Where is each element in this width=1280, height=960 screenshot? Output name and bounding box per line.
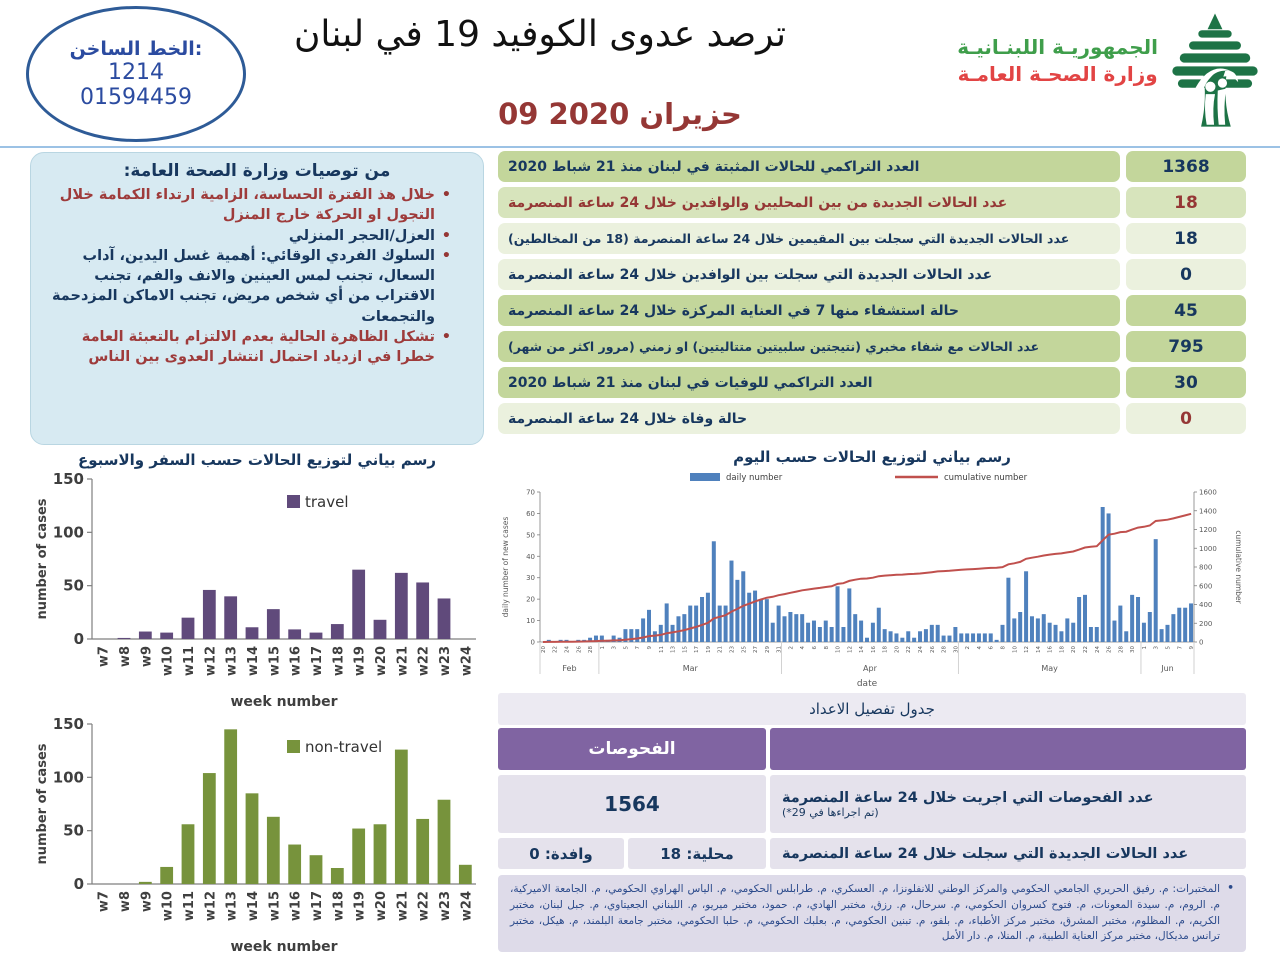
svg-text:w13: w13 xyxy=(224,891,240,922)
svg-text:24: 24 xyxy=(918,646,925,653)
svg-text:28: 28 xyxy=(941,646,948,653)
svg-text:w20: w20 xyxy=(374,646,389,677)
svg-text:16: 16 xyxy=(1047,646,1054,653)
svg-text:0: 0 xyxy=(530,638,535,647)
recommendation-item-4: • تشكل الظاهرة الحالية بعدم الالتزام بالتعبئة العامة خطرا في ازدياد احتمال انتشار العدوى بين الناس xyxy=(49,327,451,368)
hotline-oval xyxy=(26,6,246,142)
tests-header-empty-cell xyxy=(770,728,1246,770)
svg-text:w12: w12 xyxy=(203,891,219,922)
svg-text:Feb: Feb xyxy=(562,664,577,673)
svg-text:w15: w15 xyxy=(267,646,283,677)
svg-text:w14: w14 xyxy=(246,891,261,922)
svg-text:w17: w17 xyxy=(310,646,325,677)
svg-text:w18: w18 xyxy=(331,646,347,677)
svg-text:w24: w24 xyxy=(459,891,475,922)
svg-text:w12: w12 xyxy=(203,646,219,677)
svg-text:14: 14 xyxy=(1035,646,1042,653)
svg-text:8: 8 xyxy=(823,646,830,650)
svg-text:6: 6 xyxy=(811,646,818,650)
stat-row-8 xyxy=(498,403,1246,434)
local-cases-value: محلية: 18 xyxy=(628,838,766,869)
svg-text:25: 25 xyxy=(741,646,748,653)
legend xyxy=(287,738,382,756)
svg-text:Apr: Apr xyxy=(863,664,877,673)
stat-value: 30 xyxy=(1126,367,1246,398)
svg-text:travel: travel xyxy=(305,493,349,511)
new-cases-label: عدد الحالات الجديدة التي سجلت خلال 24 ساعة المنصرمة xyxy=(770,838,1246,869)
recommendations-title: من توصيات وزارة الصحة العامة: xyxy=(123,161,391,181)
svg-text:24: 24 xyxy=(1094,646,1101,653)
svg-text:w14: w14 xyxy=(246,646,261,677)
svg-text:w7: w7 xyxy=(96,891,112,913)
stat-row-7 xyxy=(498,367,1246,398)
stat-label: العدد التراكمي للحالات المثبتة في لبنان منذ 21 شباط 2020 xyxy=(498,151,1120,182)
hotline-number-short: 1214 xyxy=(108,60,164,85)
svg-text:9: 9 xyxy=(647,646,653,650)
svg-text:22: 22 xyxy=(552,646,559,653)
svg-text:20: 20 xyxy=(540,646,547,653)
svg-text:18: 18 xyxy=(882,646,889,653)
svg-text:50: 50 xyxy=(63,576,84,595)
stat-value: 795 xyxy=(1126,331,1246,362)
travel-bars xyxy=(118,570,451,639)
svg-text:5: 5 xyxy=(623,646,630,650)
svg-text:22: 22 xyxy=(906,646,913,653)
ministry-block xyxy=(957,10,1266,132)
stat-label: حالة استشفاء منها 7 في العناية المركزة خلال 24 ساعة المنصرمة xyxy=(498,295,1120,326)
svg-text:22: 22 xyxy=(1083,646,1089,653)
category-labels xyxy=(97,891,475,921)
svg-text:600: 600 xyxy=(1199,582,1213,591)
stat-label: العدد التراكمي للوفيات في لبنان منذ 21 شباط 2020 xyxy=(498,367,1120,398)
svg-text:0: 0 xyxy=(73,875,84,893)
stat-row-2 xyxy=(498,187,1246,218)
svg-text:10: 10 xyxy=(1012,646,1019,653)
svg-text:w24: w24 xyxy=(459,646,475,677)
category-labels xyxy=(97,646,475,676)
svg-text:17: 17 xyxy=(694,646,701,653)
travel-bar-chart xyxy=(32,469,482,712)
tests-count-label-cell xyxy=(770,775,1246,833)
svg-text:12: 12 xyxy=(1024,646,1031,653)
svg-text:w10: w10 xyxy=(160,646,176,677)
svg-text:1000: 1000 xyxy=(1199,544,1217,553)
stat-value: 0 xyxy=(1126,259,1246,290)
svg-text:15: 15 xyxy=(682,646,689,653)
labs-footnote: • المختبرات: م. رفيق الحريري الجامعي الحكومي والمركز الوطني للانفلونزا، م. العسكري، م. طرابلس الحكومي، م. الياس الهراوي الحكومي، م. الجامعة الاميركية، م. الروم، م. سيدة المعونات، م. فتوح كسروان الحكومي، م. سرحال، م. رزق، مختبر الهادي، م. حمود، مختبر ميريو، م. اللبناني الجعيتاوي، م. جبل لبنان، مختبر الكريم، م. المظلوم، مختبر المشرق، مختبر مركز الأطباء، م. بلفو، م. تبنين الحكومي، م. بعلبك الحكومي، م. حلبا الحكومي، مختبر جامعة البلمند، م. هيكل، مختبر ترانس مديكال، مختبر مركز العناية الطبية، م. المنلا، م. دار الأمل xyxy=(498,875,1246,952)
svg-text:1400: 1400 xyxy=(1199,507,1217,516)
svg-text:200: 200 xyxy=(1199,619,1213,628)
recommendation-item-2: • العزل/الحجر المنزلي xyxy=(49,226,451,246)
svg-text:w22: w22 xyxy=(416,646,432,677)
report-date: 09 حزيران 2020 xyxy=(498,97,742,131)
svg-text:w11: w11 xyxy=(182,891,197,922)
svg-text:2: 2 xyxy=(965,646,972,650)
svg-text:7: 7 xyxy=(1177,646,1184,650)
tests-count-row xyxy=(498,775,1246,833)
svg-text:w23: w23 xyxy=(438,646,453,677)
svg-text:50: 50 xyxy=(63,821,84,840)
svg-text:0: 0 xyxy=(73,630,84,648)
svg-text:May: May xyxy=(1041,664,1058,673)
svg-text:20: 20 xyxy=(1071,646,1078,653)
svg-text:16: 16 xyxy=(870,646,877,653)
stat-row-1 xyxy=(498,151,1246,182)
y-axis-label: number of cases xyxy=(35,743,50,865)
day-labels xyxy=(541,646,1195,654)
svg-text:27: 27 xyxy=(753,646,760,653)
svg-text:60: 60 xyxy=(526,509,535,518)
svg-text:0: 0 xyxy=(1199,638,1204,647)
svg-text:8: 8 xyxy=(1000,646,1007,650)
svg-text:21: 21 xyxy=(717,646,724,653)
stats-table xyxy=(498,151,1246,439)
stat-value: 45 xyxy=(1126,295,1246,326)
svg-text:11: 11 xyxy=(658,646,665,653)
svg-text:w18: w18 xyxy=(331,891,347,922)
x-axis-label: week number xyxy=(230,694,338,710)
svg-text:w9: w9 xyxy=(139,646,155,668)
svg-text:26: 26 xyxy=(929,646,936,653)
svg-text:w17: w17 xyxy=(310,891,325,922)
svg-text:28: 28 xyxy=(588,646,595,653)
svg-text:w19: w19 xyxy=(352,646,368,677)
svg-text:w8: w8 xyxy=(118,891,133,913)
svg-text:40: 40 xyxy=(526,552,535,561)
tests-count-sublabel: (تم اجراءها في 29*) xyxy=(782,805,879,819)
stat-label: عدد الحالات مع شفاء مخبري (نتيجتين سلبيتين متتاليتين) او زمني (مرور اكثر من شهر) xyxy=(498,331,1120,362)
svg-text:cumulative number: cumulative number xyxy=(944,473,1028,483)
right-axis-label: cumulative number xyxy=(1234,530,1243,604)
left-axis-label: daily number of new cases xyxy=(501,516,510,618)
stat-row-5 xyxy=(498,295,1246,326)
legend xyxy=(690,473,1028,483)
svg-text:1: 1 xyxy=(1141,646,1148,650)
hotline-label: الخط الساخن: xyxy=(69,38,203,60)
svg-text:w20: w20 xyxy=(374,891,389,922)
tests-header-cell: الفحوصات xyxy=(498,728,766,770)
svg-text:26: 26 xyxy=(576,646,583,653)
svg-text:150: 150 xyxy=(52,470,84,488)
ministry-name xyxy=(957,34,1158,88)
svg-text:w7: w7 xyxy=(96,646,112,668)
svg-text:w11: w11 xyxy=(182,646,197,677)
svg-text:18: 18 xyxy=(1059,646,1066,653)
svg-text:29: 29 xyxy=(764,646,771,653)
svg-text:w22: w22 xyxy=(416,891,432,922)
stat-value: 0 xyxy=(1126,403,1246,434)
legend xyxy=(287,493,349,511)
svg-text:800: 800 xyxy=(1199,563,1213,572)
stat-value: 1368 xyxy=(1126,151,1246,182)
ministry-name-line2: وزارة الصحـة العامـة xyxy=(957,62,1158,86)
stat-value: 18 xyxy=(1126,187,1246,218)
stat-row-6 xyxy=(498,331,1246,362)
svg-text:14: 14 xyxy=(859,646,866,653)
tests-table xyxy=(498,693,1246,952)
svg-text:w21: w21 xyxy=(395,646,411,677)
svg-text:2: 2 xyxy=(788,646,795,650)
svg-text:400: 400 xyxy=(1199,601,1213,609)
ministry-name-line1: الجمهوريـة اللبنـانيـة xyxy=(957,35,1158,59)
stat-label: عدد الحالات الجديدة التي سجلت بين المقيمين خلال 24 ساعة المنصرمة (18 من المخالطين) xyxy=(498,223,1120,254)
svg-text:20: 20 xyxy=(526,595,535,604)
svg-text:w13: w13 xyxy=(224,646,240,677)
stat-row-3 xyxy=(498,223,1246,254)
cedar-tree-logo-icon xyxy=(1164,10,1266,132)
svg-text:3: 3 xyxy=(1153,646,1160,650)
svg-text:13: 13 xyxy=(670,646,677,653)
tests-header-row xyxy=(498,728,1246,770)
header xyxy=(0,0,1280,148)
svg-text:12: 12 xyxy=(847,646,854,653)
svg-text:30: 30 xyxy=(953,646,960,653)
svg-text:28: 28 xyxy=(1118,646,1125,653)
svg-text:9: 9 xyxy=(1189,646,1196,650)
svg-text:26: 26 xyxy=(1106,646,1113,653)
svg-text:non-travel: non-travel xyxy=(305,738,383,756)
svg-text:w16: w16 xyxy=(288,646,304,677)
tests-table-title: جدول تفصيل الاعداد xyxy=(498,693,1246,725)
daily-cases-chart xyxy=(498,466,1246,700)
svg-text:10: 10 xyxy=(526,617,535,626)
svg-text:100: 100 xyxy=(52,768,84,787)
recommendations-list xyxy=(45,185,469,368)
stat-label: عدد الحالات الجديدة من بين المحليين والوافدين خلال 24 ساعة المنصرمة xyxy=(498,187,1120,218)
axes xyxy=(53,715,476,893)
svg-text:w9: w9 xyxy=(139,891,155,913)
svg-text:1200: 1200 xyxy=(1199,526,1217,534)
svg-text:5: 5 xyxy=(1165,646,1172,650)
recommendation-item-1: • خلال هذ الفترة الحساسة، الزامية ارتداء الكمامة خلال التجول او الحركة خارج المنزل xyxy=(49,185,451,226)
page-title: ترصد عدوى الكوفيد 19 في لبنان xyxy=(293,14,787,55)
svg-text:w23: w23 xyxy=(438,891,453,922)
hotline-number-long: 01594459 xyxy=(80,85,192,110)
svg-text:7: 7 xyxy=(635,646,642,650)
svg-text:1: 1 xyxy=(599,646,606,650)
svg-text:Mar: Mar xyxy=(682,664,698,673)
x-axis-label: date xyxy=(856,679,878,689)
svg-text:70: 70 xyxy=(526,488,535,497)
svg-text:19: 19 xyxy=(705,646,712,653)
svg-text:30: 30 xyxy=(1130,646,1137,653)
svg-text:150: 150 xyxy=(52,715,84,733)
stat-value: 18 xyxy=(1126,223,1246,254)
svg-text:Jun: Jun xyxy=(1161,664,1174,673)
svg-text:6: 6 xyxy=(988,646,995,650)
svg-text:4: 4 xyxy=(800,646,807,650)
x-axis-label: week number xyxy=(230,939,338,955)
svg-text:20: 20 xyxy=(894,646,901,653)
nontravel-bar-chart xyxy=(32,714,482,957)
recommendation-item-3: • السلوك الفردي الوقائي: أهمية غسل اليدين، آداب السعال، تجنب لمس العينين والانف والفم، تجنب الاقتراب من أي شخص مريض، تجنب الاماكن المزدحمة والتجمعات xyxy=(49,246,451,327)
imported-cases-value: وافدة: 0 xyxy=(498,838,624,869)
stat-row-4 xyxy=(498,259,1246,290)
recommendations-box xyxy=(30,152,484,445)
svg-text:30: 30 xyxy=(526,574,535,583)
svg-text:3: 3 xyxy=(611,646,618,650)
svg-text:24: 24 xyxy=(564,646,571,653)
svg-text:w19: w19 xyxy=(352,891,368,922)
daily-bars xyxy=(547,507,1193,642)
svg-text:4: 4 xyxy=(976,646,983,650)
stat-label: عدد الحالات الجديدة التي سجلت بين الوافدين خلال 24 ساعة المنصرمة xyxy=(498,259,1120,290)
new-cases-row xyxy=(498,838,1246,869)
svg-text:100: 100 xyxy=(52,523,84,542)
tests-count-label: عدد الفحوصات التي اجريت خلال 24 ساعة المنصرمة xyxy=(782,789,1154,806)
svg-text:1600: 1600 xyxy=(1199,488,1217,497)
svg-text:w10: w10 xyxy=(160,891,176,922)
svg-text:23: 23 xyxy=(729,646,736,653)
daily-chart-title: رسم بياني لتوزيع الحالات حسب اليوم xyxy=(733,448,1011,466)
svg-text:w21: w21 xyxy=(395,891,411,922)
travel-chart-title: رسم بياني لتوزيع الحالات حسب السفر والاسبوع xyxy=(77,451,437,469)
y-axis-label: number of cases xyxy=(35,498,50,620)
tests-count-value: 1564 xyxy=(498,775,766,833)
cumulative-line xyxy=(543,514,1191,642)
svg-text:w8: w8 xyxy=(118,646,133,668)
svg-text:10: 10 xyxy=(835,646,842,653)
svg-text:daily number: daily number xyxy=(726,473,783,483)
svg-text:w15: w15 xyxy=(267,891,283,922)
stat-label: حالة وفاة خلال 24 ساعة المنصرمة xyxy=(498,403,1120,434)
axes xyxy=(53,470,476,648)
svg-text:31: 31 xyxy=(776,646,783,653)
svg-text:50: 50 xyxy=(526,531,535,540)
svg-text:w16: w16 xyxy=(288,891,304,922)
